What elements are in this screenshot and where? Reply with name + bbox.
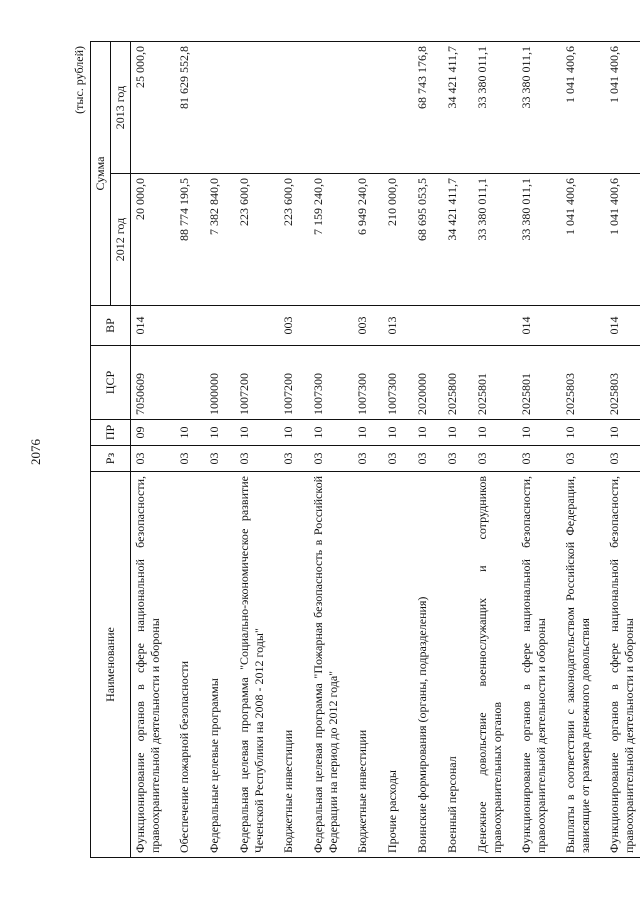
cell-csr: 2025801 (517, 346, 561, 420)
cell-y2013 (205, 41, 235, 173)
cell-y2012: 210 000,0 (383, 174, 413, 306)
header-2012: 2012 год (111, 174, 131, 306)
cell-vr: 003 (353, 306, 383, 346)
cell-vr (473, 306, 517, 346)
cell-pr: 10 (309, 420, 353, 446)
cell-y2012: 1 041 400,6 (605, 174, 640, 306)
cell-csr: 1007200 (279, 346, 309, 420)
table-row (473, 41, 517, 857)
cell-pr: 10 (413, 420, 443, 446)
cell-name: Функционирование органов в сфере национальной безопасности, правоохранительной деятельности и обороны (131, 472, 175, 858)
table-row (309, 41, 353, 857)
cell-y2013 (309, 41, 353, 173)
cell-pr: 10 (205, 420, 235, 446)
cell-pr: 10 (175, 420, 205, 446)
table-row (279, 41, 309, 857)
cell-rz: 03 (309, 446, 353, 472)
budget-table (90, 41, 640, 858)
cell-vr: 003 (279, 306, 309, 346)
table-row (383, 41, 413, 857)
units-note: (тыс. рублей) (72, 46, 86, 114)
header-2013: 2013 год (111, 41, 131, 173)
cell-pr: 10 (383, 420, 413, 446)
cell-rz: 03 (235, 446, 279, 472)
cell-pr: 10 (605, 420, 640, 446)
cell-y2013 (353, 41, 383, 173)
cell-y2013: 81 629 552,8 (175, 41, 205, 173)
table-row (413, 41, 443, 857)
cell-y2012: 20 000,0 (131, 174, 175, 306)
cell-vr: 014 (517, 306, 561, 346)
cell-y2013: 25 000,0 (131, 41, 175, 173)
cell-pr: 10 (517, 420, 561, 446)
cell-rz: 03 (517, 446, 561, 472)
cell-name: Прочие расходы (383, 472, 413, 858)
cell-pr: 10 (279, 420, 309, 446)
cell-y2013: 68 743 176,8 (413, 41, 443, 173)
cell-rz: 03 (473, 446, 517, 472)
cell-y2013 (383, 41, 413, 173)
cell-rz: 03 (413, 446, 443, 472)
cell-y2013 (279, 41, 309, 173)
cell-name: Обеспечение пожарной безопасности (175, 472, 205, 858)
cell-y2012: 7 159 240,0 (309, 174, 353, 306)
cell-name: Выплаты в соответствии с законодательством Российской Федерации, зависящие от размера денежного довольствия (561, 472, 605, 858)
cell-vr: 013 (383, 306, 413, 346)
cell-csr: 2025803 (561, 346, 605, 420)
header-name: Наименование (91, 472, 131, 858)
header-rz: Рз (91, 446, 131, 472)
cell-rz: 03 (205, 446, 235, 472)
cell-csr: 2025800 (443, 346, 473, 420)
cell-rz: 03 (279, 446, 309, 472)
cell-csr: 1007300 (309, 346, 353, 420)
cell-name: Федеральная целевая программа "Социально-экономическое развитие Чеченской Республики на 2008 - 2012 годы" (235, 472, 279, 858)
cell-y2012: 7 382 840,0 (205, 174, 235, 306)
cell-rz: 03 (353, 446, 383, 472)
cell-rz: 03 (561, 446, 605, 472)
cell-name: Бюджетные инвестиции (353, 472, 383, 858)
cell-vr (309, 306, 353, 346)
cell-y2012: 34 421 411,7 (443, 174, 473, 306)
cell-name: Федеральная целевая программа "Пожарная безопасность в Российской Федерации на период до 2012 года" (309, 472, 353, 858)
cell-csr: 7050609 (131, 346, 175, 420)
cell-rz: 03 (175, 446, 205, 472)
table-row (561, 41, 605, 857)
cell-y2013: 33 380 011,1 (473, 41, 517, 173)
cell-csr: 2020000 (413, 346, 443, 420)
cell-vr (205, 306, 235, 346)
table-row (517, 41, 561, 857)
cell-vr (235, 306, 279, 346)
cell-pr: 10 (561, 420, 605, 446)
cell-y2012: 68 695 053,5 (413, 174, 443, 306)
cell-name: Военный персонал (443, 472, 473, 858)
cell-csr: 1000000 (205, 346, 235, 420)
budget-table-page (70, 32, 636, 872)
cell-rz: 03 (605, 446, 640, 472)
cell-name: Бюджетные инвестиции (279, 472, 309, 858)
cell-rz: 03 (131, 446, 175, 472)
cell-name: Денежное довольствие военнослужащих и сотрудников правоохранительных органов (473, 472, 517, 858)
cell-y2013: 33 380 011,1 (517, 41, 561, 173)
header-pr: ПР (91, 420, 131, 446)
cell-y2012: 33 380 011,1 (473, 174, 517, 306)
header-sum: Сумма (91, 41, 111, 305)
cell-name: Функционирование органов в сфере национальной безопасности, правоохранительной деятельности и обороны (605, 472, 640, 858)
cell-csr: 2025803 (605, 346, 640, 420)
cell-y2012: 223 600,0 (235, 174, 279, 306)
cell-y2012: 223 600,0 (279, 174, 309, 306)
cell-y2012: 6 949 240,0 (353, 174, 383, 306)
cell-pr: 10 (443, 420, 473, 446)
cell-y2013 (235, 41, 279, 173)
table-row (131, 41, 175, 857)
cell-y2013: 1 041 400,6 (561, 41, 605, 173)
header-vr: ВР (91, 306, 131, 346)
cell-rz: 03 (443, 446, 473, 472)
cell-pr: 10 (353, 420, 383, 446)
table-row (205, 41, 235, 857)
cell-vr (175, 306, 205, 346)
cell-y2012: 33 380 011,1 (517, 174, 561, 306)
cell-pr: 10 (473, 420, 517, 446)
cell-pr: 09 (131, 420, 175, 446)
cell-y2013: 1 041 400,6 (605, 41, 640, 173)
table-row (605, 41, 640, 857)
cell-vr (413, 306, 443, 346)
cell-y2013: 34 421 411,7 (443, 41, 473, 173)
cell-name: Федеральные целевые программы (205, 472, 235, 858)
cell-pr: 10 (235, 420, 279, 446)
table-body (131, 41, 640, 857)
cell-csr: 1007200 (235, 346, 279, 420)
cell-vr (443, 306, 473, 346)
cell-rz: 03 (383, 446, 413, 472)
cell-y2012: 88 774 190,5 (175, 174, 205, 306)
cell-csr (175, 346, 205, 420)
table-row (235, 41, 279, 857)
cell-csr: 1007300 (353, 346, 383, 420)
cell-y2012: 1 041 400,6 (561, 174, 605, 306)
cell-vr (561, 306, 605, 346)
cell-vr: 014 (131, 306, 175, 346)
cell-vr: 014 (605, 306, 640, 346)
table-row (175, 41, 205, 857)
cell-name: Функционирование органов в сфере национальной безопасности, правоохранительной деятельности и обороны (517, 472, 561, 858)
cell-name: Воинские формирования (органы, подразделения) (413, 472, 443, 858)
cell-csr: 1007300 (383, 346, 413, 420)
header-csr: ЦСР (91, 346, 131, 420)
page-number: 2076 (28, 439, 43, 465)
table-row (443, 41, 473, 857)
table-row (353, 41, 383, 857)
cell-csr: 2025801 (473, 346, 517, 420)
